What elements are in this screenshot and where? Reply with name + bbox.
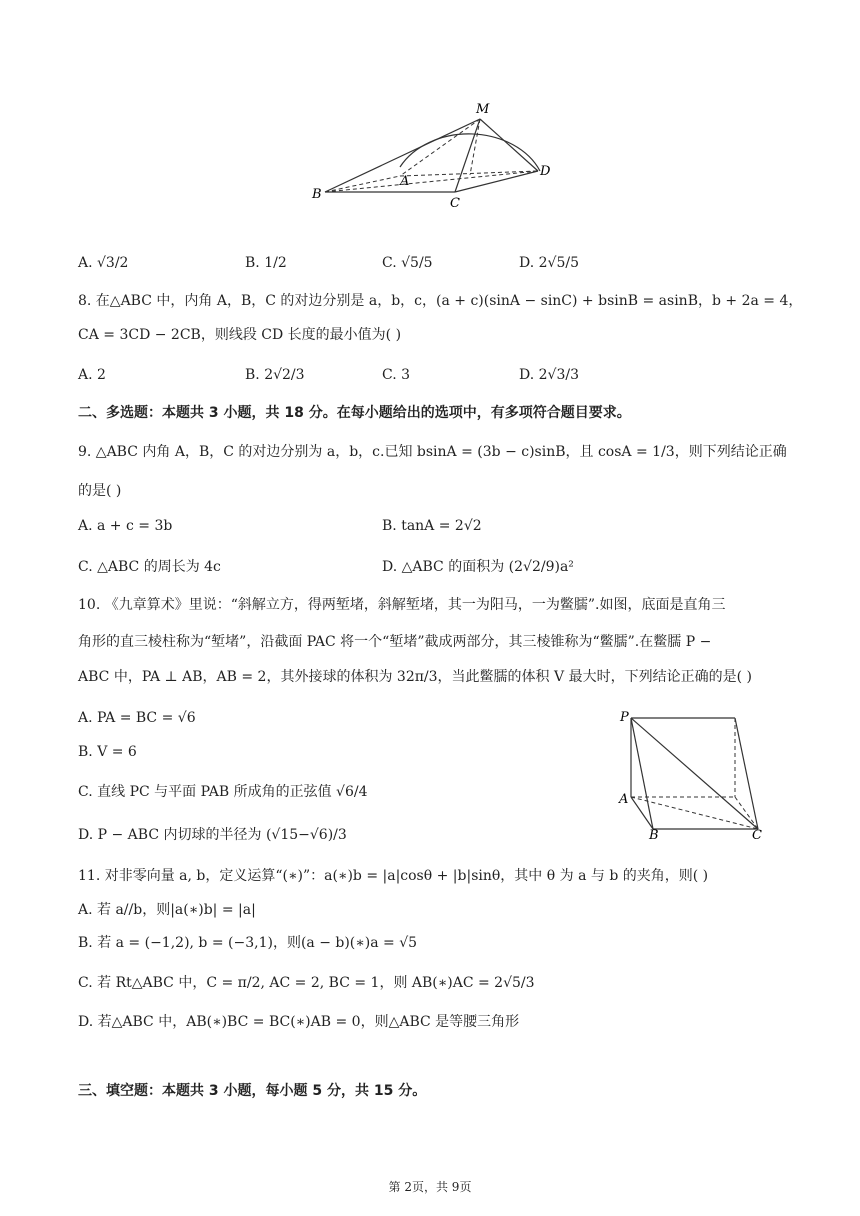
q11-option-b: B. 若 a = (−1,2), b = (−3,1)，则(a − b)(∗)a = √5 [78,935,418,951]
q11-option-a: A. 若 a//b，则|a(∗)b| = |a| [78,902,256,918]
q11-line1: 11. 对非零向量 a, b，定义运算“(∗)”：a(∗)b = |a|cosθ + |b|sinθ，其中 θ 为 a 与 b 的夹角，则( ) [78,868,709,884]
q7-option-b: B. 1/2 [245,255,287,271]
q10-option-b: B. V = 6 [78,744,137,760]
label-c: C [450,196,460,210]
label-m: M [476,102,490,117]
q8-option-a: A. 2 [78,367,106,383]
q7-option-c: C. √5/5 [382,255,433,271]
label-d: D [540,164,551,179]
label-a2: A [619,792,629,807]
label-b: B [312,187,322,202]
q11-option-c: C. 若 Rt△ABC 中，C = π/2, AC = 2, BC = 1，则 AB(∗)AC = 2√5/3 [78,975,535,991]
q10-line3: ABC 中，PA ⊥ AB，AB = 2，其外接球的体积为 32π/3，当此鳖臑的体积 V 最大时，下列结论正确的是( ) [78,669,752,685]
section-2-heading: 二、多选题：本题共 3 小题，共 18 分。在每小题给出的选项中，有多项符合题目要求。 [78,405,631,421]
q8-option-b: B. 2√2/3 [245,367,305,383]
q7-option-a: A. √3/2 [78,255,129,271]
section-3-heading: 三、填空题：本题共 3 小题，每小题 5 分，共 15 分。 [78,1083,427,1099]
q8-line1: 8. 在△ABC 中，内角 A，B，C 的对边分别是 a，b，c，(a + c)(sinA − sinC) + bsinB = asinB，b + 2a = 4， [78,293,803,309]
q8-option-c: C. 3 [382,367,411,383]
q9-line1: 9. △ABC 内角 A，B，C 的对边分别为 a，b，c.已知 bsinA = (3b − c)sinB，且 cosA = 1/3，则下列结论正确 [78,444,787,460]
figure-hemisphere-pyramid [300,95,560,210]
q10-option-c: C. 直线 PC 与平面 PAB 所成角的正弦值 √6/4 [78,784,368,800]
q8-option-d: D. 2√3/3 [519,367,579,383]
q10-line1: 10. 《九章算术》里说：“斜解立方，得两堑堵，斜解堑堵，其一为阳马，一为鳖臑”.如图，底面是直角三 [78,597,726,613]
label-p: P [620,710,629,725]
q10-option-a: A. PA = BC = √6 [78,710,196,726]
q9-option-d: D. △ABC 的面积为 (2√2/9)a² [382,559,574,575]
q9-option-c: C. △ABC 的周长为 4c [78,559,221,575]
q11-option-d: D. 若△ABC 中，AB(∗)BC = BC(∗)AB = 0，则△ABC 是等腰三角形 [78,1014,520,1030]
figure-prism [615,705,775,840]
label-a: A [400,174,410,189]
q7-option-d: D. 2√5/5 [519,255,579,271]
q10-line2: 角形的直三棱柱称为“堑堵”，沿截面 PAC 将一个“堑堵”截成两部分，其三棱锥称为“鳖臑”.在鳖臑 P − [78,634,712,650]
q10-option-d: D. P − ABC 内切球的半径为 (√15−√6)/3 [78,827,347,843]
q9-option-a: A. a + c = 3b [78,518,173,534]
q9-option-b: B. tanA = 2√2 [382,518,482,534]
label-c2: C [752,828,762,840]
q9-line2: 的是( ) [78,483,122,499]
label-b2: B [649,828,659,840]
page-footer: 第 2页，共 9页 [388,1180,472,1194]
q8-line2: CA = 3CD − 2CB，则线段 CD 长度的最小值为( ) [78,327,402,343]
